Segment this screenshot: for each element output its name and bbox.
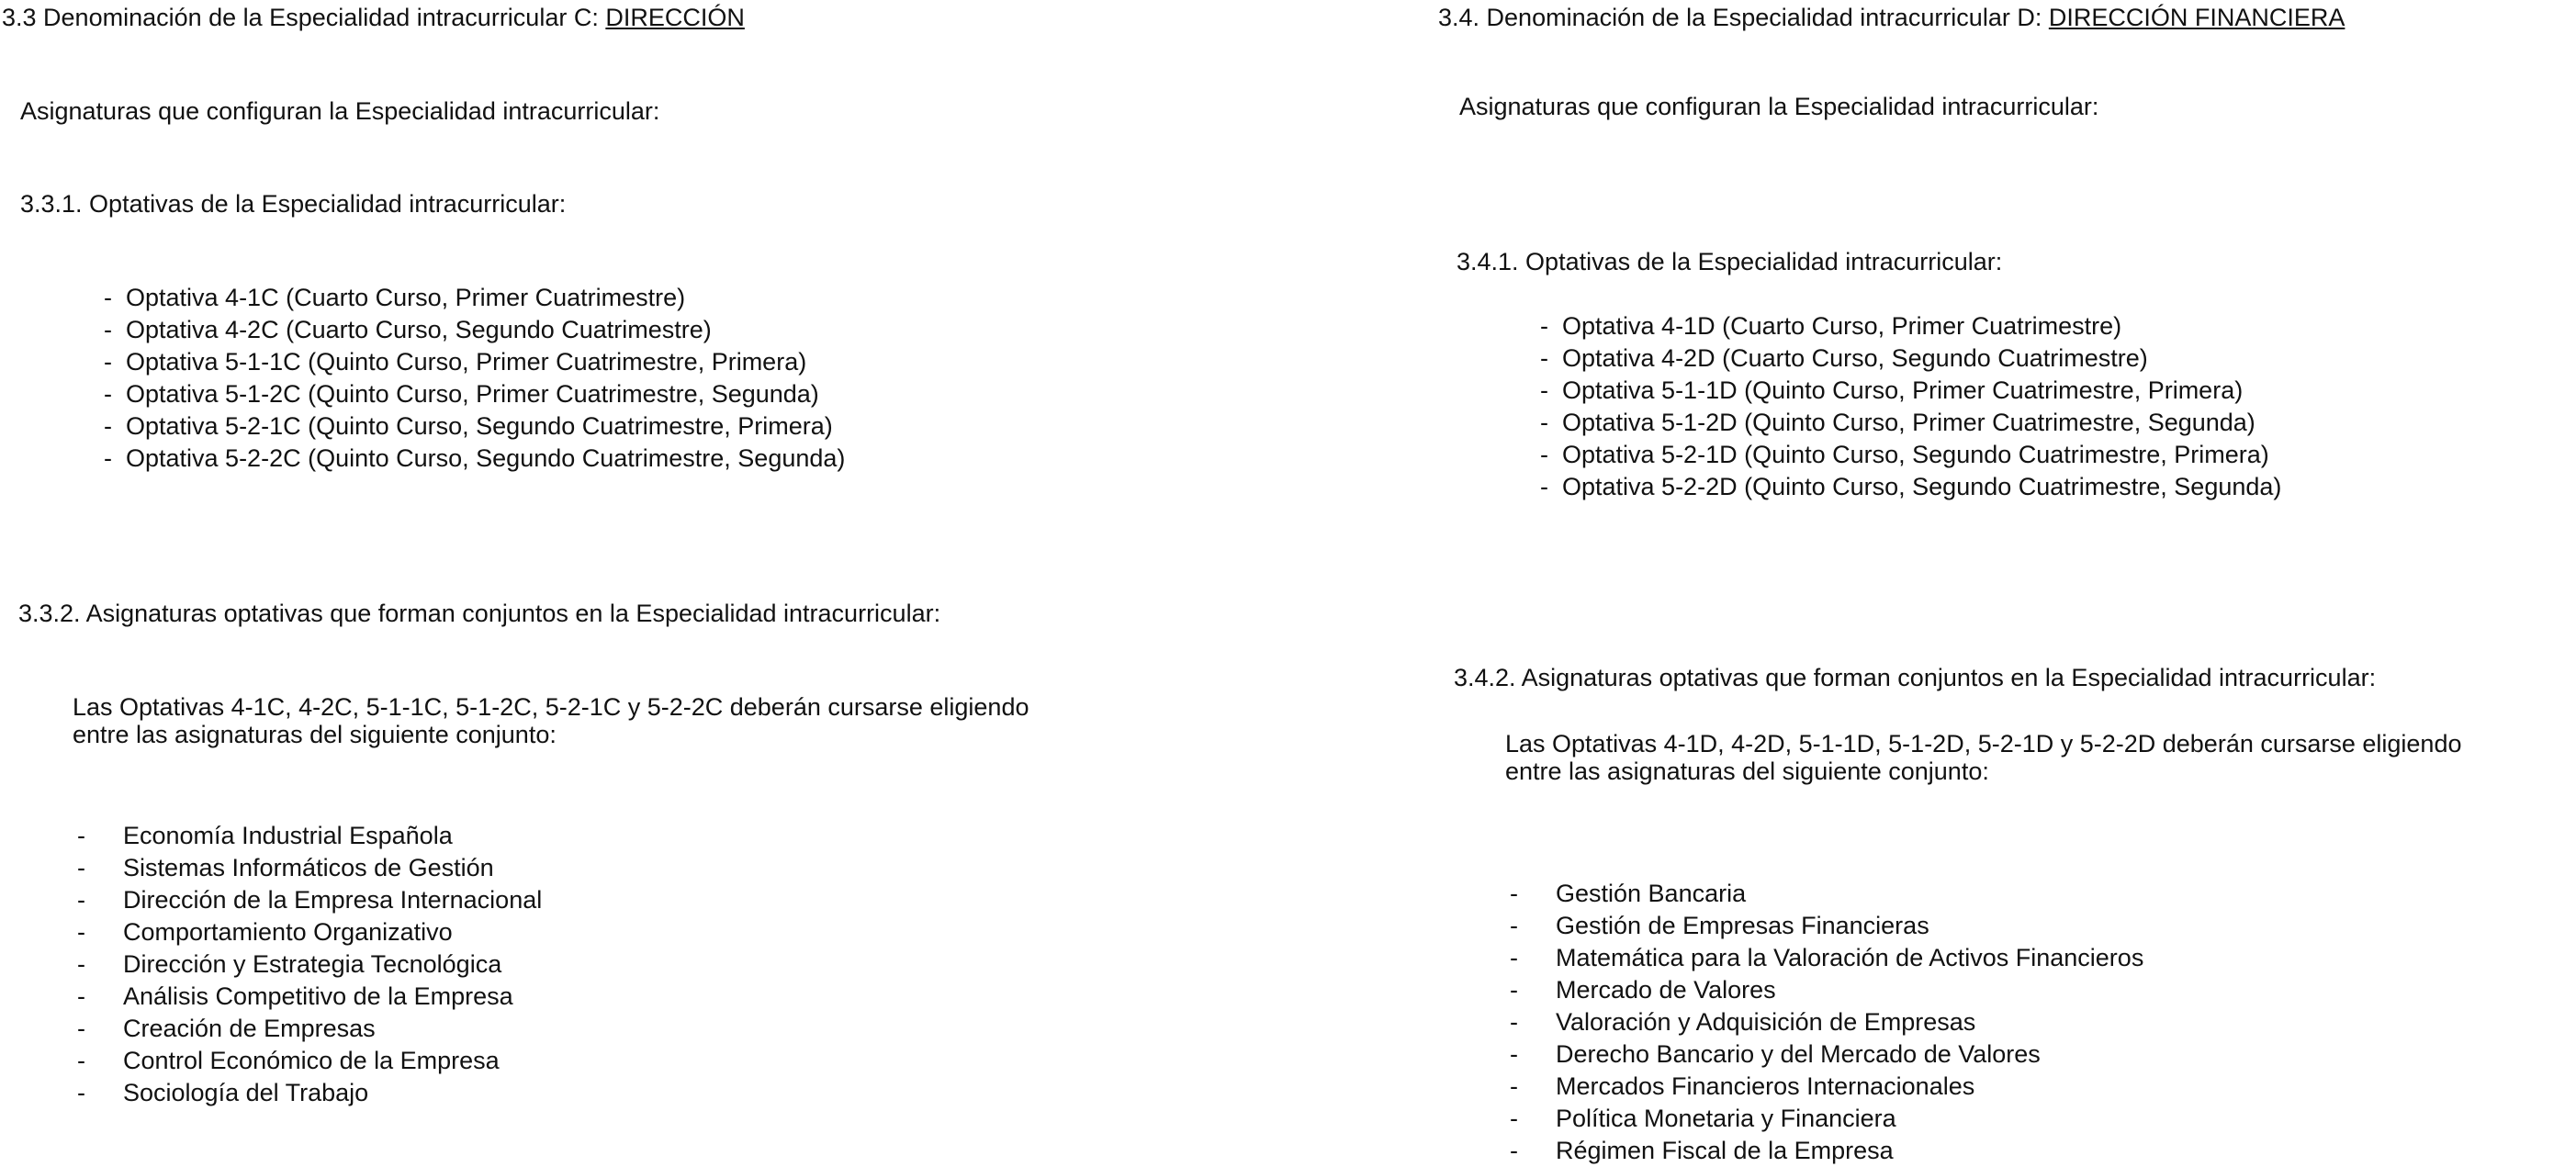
list-item: - Optativa 4-1C (Cuarto Curso, Primer Cuatrimestre) [126,282,845,314]
bullet-dash: - [77,950,85,978]
list-item: - Optativa 5-2-1D (Quinto Curso, Segundo Cuatrimestre, Primera) [1562,439,2281,471]
list-item: - Dirección de la Empresa Internacional [123,884,542,916]
list-item: - Optativa 5-1-2D (Quinto Curso, Primer Cuatrimestre, Segunda) [1562,407,2281,439]
left-section1-title: 3.3.1. Optativas de la Especialidad intracurricular: [20,190,567,218]
list-item: - Creación de Empresas [123,1013,542,1045]
list-item: - Optativa 5-1-2C (Quinto Curso, Primer Cuatrimestre, Segunda) [126,378,845,410]
list-item: - Matemática para la Valoración de Activos Financieros [1556,942,2143,974]
list-item: - Gestión de Empresas Financieras [1556,910,2143,942]
list-item: - Optativa 4-2D (Cuarto Curso, Segundo Cuatrimestre) [1562,342,2281,375]
bullet-dash: - [77,854,85,881]
bullet-dash: - [1540,409,1548,436]
left-heading-name: DIRECCIÓN [605,4,745,31]
bullet-dash: - [104,444,112,472]
list-item: - Mercado de Valores [1556,974,2143,1006]
bullet-dash: - [77,1015,85,1042]
list-item: - Optativa 5-1-1C (Quinto Curso, Primer Cuatrimestre, Primera) [126,346,845,378]
list-item: - Optativa 5-2-1C (Quinto Curso, Segundo Cuatrimestre, Primera) [126,410,845,443]
bullet-dash: - [77,982,85,1010]
bullet-dash: - [104,284,112,311]
bullet-dash: - [77,1047,85,1074]
bullet-dash: - [1510,1105,1518,1132]
bullet-dash: - [1540,441,1548,468]
bullet-dash: - [77,822,85,849]
bullet-dash: - [1510,976,1518,1004]
left-asignaturas-intro: Asignaturas que configuran la Especialidad intracurricular: [20,97,660,125]
bullet-dash: - [1540,312,1548,340]
bullet-dash: - [1540,376,1548,404]
right-section2-title: 3.4.2. Asignaturas optativas que forman conjuntos en la Especialidad intracurricular: [1454,664,2377,691]
bullet-dash: - [1540,344,1548,372]
bullet-dash: - [1510,1137,1518,1164]
list-item: - Derecho Bancario y del Mercado de Valores [1556,1038,2143,1071]
list-item: - Dirección y Estrategia Tecnológica [123,948,542,981]
list-item: - Optativa 5-1-1D (Quinto Curso, Primer Cuatrimestre, Primera) [1562,375,2281,407]
left-optativas-list [104,282,846,475]
right-conjunto-line1: Las Optativas 4-1D, 4-2D, 5-1-1D, 5-1-2D, 5-2-1D y 5-2-2D deberán cursarse eligiendo [1505,730,2462,757]
list-item: - Optativa 5-2-2D (Quinto Curso, Segundo Cuatrimestre, Segunda) [1562,471,2281,503]
right-conjunto-text [1505,730,2461,785]
left-conjunto-text [73,693,1029,748]
bullet-dash: - [104,380,112,408]
bullet-dash: - [1510,1072,1518,1100]
left-heading-prefix: 3.3 Denominación de la Especialidad intracurricular C: [2,4,606,31]
list-item: - Régimen Fiscal de la Empresa [1556,1135,2143,1167]
list-item: - Análisis Competitivo de la Empresa [123,981,542,1013]
right-asignaturas-intro: Asignaturas que configuran la Especialidad intracurricular: [1459,93,2099,120]
bullet-dash: - [1510,944,1518,971]
right-conjunto-line2: entre las asignaturas del siguiente conjunto: [1505,757,1989,785]
list-item: - Optativa 4-2C (Cuarto Curso, Segundo Cuatrimestre) [126,314,845,346]
list-item: - Valoración y Adquisición de Empresas [1556,1006,2143,1038]
list-item: - Mercados Financieros Internacionales [1556,1071,2143,1103]
left-conjunto-line1: Las Optativas 4-1C, 4-2C, 5-1-1C, 5-1-2C, 5-2-1C y 5-2-2C deberán cursarse eligiendo [73,693,1029,721]
bullet-dash: - [1510,880,1518,907]
bullet-dash: - [77,918,85,946]
bullet-dash: - [1540,473,1548,500]
left-asignaturas-list [77,820,543,1109]
bullet-dash: - [104,348,112,376]
left-conjunto-line2: entre las asignaturas del siguiente conjunto: [73,721,557,748]
list-item: - Control Económico de la Empresa [123,1045,542,1077]
list-item: - Gestión Bancaria [1556,878,2143,910]
right-heading-name: DIRECCIÓN FINANCIERA [2048,4,2345,31]
list-item: - Optativa 4-1D (Cuarto Curso, Primer Cuatrimestre) [1562,310,2281,342]
list-item: - Sistemas Informáticos de Gestión [123,852,542,884]
list-item: - Sociología del Trabajo [123,1077,542,1109]
bullet-dash: - [77,886,85,914]
bullet-dash: - [77,1079,85,1106]
list-item: - Comportamiento Organizativo [123,916,542,948]
bullet-dash: - [1510,912,1518,939]
right-heading [1438,2,2345,34]
right-heading-prefix: 3.4. Denominación de la Especialidad intracurricular D: [1438,4,2049,31]
bullet-dash: - [1510,1040,1518,1068]
list-item: - Política Monetaria y Financiera [1556,1103,2143,1135]
list-item: - Optativa 5-2-2C (Quinto Curso, Segundo Cuatrimestre, Segunda) [126,443,845,475]
right-section1-title: 3.4.1. Optativas de la Especialidad intracurricular: [1457,248,2003,275]
bullet-dash: - [104,412,112,440]
right-asignaturas-list [1510,878,2144,1167]
left-heading [2,2,745,34]
left-section2-title: 3.3.2. Asignaturas optativas que forman conjuntos en la Especialidad intracurricular: [18,600,941,627]
bullet-dash: - [104,316,112,343]
bullet-dash: - [1510,1008,1518,1036]
list-item: - Economía Industrial Española [123,820,542,852]
right-optativas-list [1540,310,2282,503]
